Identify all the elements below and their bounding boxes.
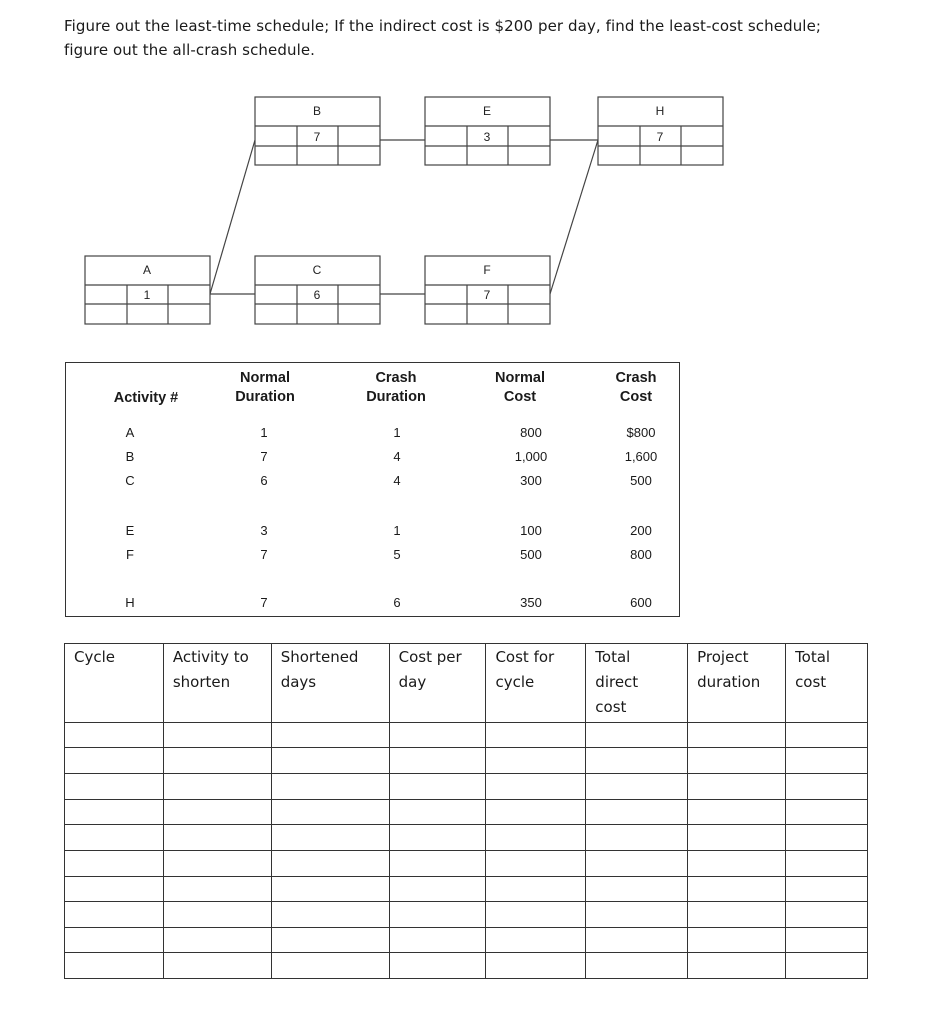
schedule-cell[interactable] bbox=[486, 799, 586, 825]
schedule-cell[interactable] bbox=[688, 774, 786, 800]
row-b-normal-cost: 1,000 bbox=[514, 449, 548, 464]
row-c-crash-cost: 500 bbox=[630, 473, 652, 488]
header-normal-cost: Normal Cost bbox=[495, 370, 545, 405]
schedule-cell[interactable] bbox=[786, 927, 868, 953]
row-h-normal-duration: 7 bbox=[260, 595, 268, 610]
schedule-cell[interactable] bbox=[271, 927, 389, 953]
header-cost-per-day: Cost per day bbox=[389, 644, 486, 723]
row-e-crash-cost: 200 bbox=[630, 523, 652, 538]
row-h-normal-cost: 350 bbox=[520, 595, 542, 610]
schedule-cell[interactable] bbox=[163, 722, 271, 748]
schedule-cell[interactable] bbox=[389, 850, 486, 876]
schedule-cell[interactable] bbox=[271, 953, 389, 979]
schedule-cell[interactable] bbox=[389, 902, 486, 928]
node-h-duration: 7 bbox=[656, 130, 664, 144]
schedule-row bbox=[65, 825, 868, 851]
schedule-row bbox=[65, 876, 868, 902]
schedule-cell[interactable] bbox=[486, 953, 586, 979]
node-b-label: B bbox=[312, 104, 322, 118]
schedule-cell[interactable] bbox=[786, 953, 868, 979]
schedule-cell[interactable] bbox=[786, 850, 868, 876]
node-f-duration: 7 bbox=[483, 288, 491, 302]
schedule-cell[interactable] bbox=[786, 876, 868, 902]
schedule-cell[interactable] bbox=[65, 876, 164, 902]
schedule-cell[interactable] bbox=[163, 876, 271, 902]
problem-line-2: figure out the all-crash schedule. bbox=[64, 41, 316, 59]
header-activity: Activity # bbox=[113, 390, 179, 406]
schedule-cell[interactable] bbox=[65, 799, 164, 825]
row-e-activity: E bbox=[125, 523, 135, 538]
schedule-cell[interactable] bbox=[389, 799, 486, 825]
header-crash-duration: Crash Duration bbox=[366, 370, 426, 405]
schedule-cell[interactable] bbox=[688, 825, 786, 851]
node-c-label: C bbox=[312, 263, 322, 277]
schedule-cell[interactable] bbox=[486, 722, 586, 748]
row-h-crash-duration: 6 bbox=[393, 595, 401, 610]
schedule-cell[interactable] bbox=[163, 927, 271, 953]
row-b-normal-duration: 7 bbox=[260, 449, 268, 464]
schedule-cell[interactable] bbox=[389, 722, 486, 748]
schedule-cell[interactable] bbox=[586, 748, 688, 774]
schedule-cell[interactable] bbox=[486, 825, 586, 851]
schedule-cell[interactable] bbox=[271, 774, 389, 800]
schedule-cell[interactable] bbox=[786, 902, 868, 928]
node-e-label: E bbox=[482, 104, 492, 118]
schedule-cell[interactable] bbox=[586, 774, 688, 800]
schedule-cell[interactable] bbox=[163, 850, 271, 876]
schedule-cell[interactable] bbox=[65, 825, 164, 851]
schedule-cell[interactable] bbox=[688, 799, 786, 825]
schedule-cell[interactable] bbox=[389, 825, 486, 851]
header-total-cost: Total cost bbox=[786, 644, 868, 723]
header-activity-to-shorten: Activity to shorten bbox=[163, 644, 271, 723]
schedule-cell[interactable] bbox=[688, 722, 786, 748]
schedule-cell[interactable] bbox=[65, 722, 164, 748]
schedule-cell[interactable] bbox=[786, 825, 868, 851]
row-f-activity: F bbox=[126, 547, 134, 562]
schedule-cell[interactable] bbox=[486, 927, 586, 953]
row-c-crash-duration: 4 bbox=[393, 473, 401, 488]
row-c-normal-cost: 300 bbox=[520, 473, 542, 488]
schedule-cell[interactable] bbox=[271, 748, 389, 774]
schedule-cell[interactable] bbox=[163, 902, 271, 928]
schedule-cell[interactable] bbox=[163, 748, 271, 774]
schedule-cell[interactable] bbox=[586, 902, 688, 928]
header-cost-for-cycle: Cost for cycle bbox=[486, 644, 586, 723]
schedule-cell[interactable] bbox=[271, 825, 389, 851]
activity-data-table bbox=[65, 362, 680, 617]
schedule-cell[interactable] bbox=[163, 825, 271, 851]
schedule-cell[interactable] bbox=[688, 850, 786, 876]
row-e-crash-duration: 1 bbox=[393, 523, 401, 538]
row-c-activity: C bbox=[125, 473, 135, 488]
schedule-cell[interactable] bbox=[688, 927, 786, 953]
node-c-duration: 6 bbox=[313, 288, 321, 302]
schedule-cell[interactable] bbox=[271, 722, 389, 748]
row-a-crash-duration: 1 bbox=[393, 425, 401, 440]
schedule-cell[interactable] bbox=[271, 799, 389, 825]
schedule-cell[interactable] bbox=[586, 876, 688, 902]
row-a-normal-duration: 1 bbox=[260, 425, 268, 440]
schedule-cell[interactable] bbox=[786, 722, 868, 748]
row-e-normal-cost: 100 bbox=[520, 523, 542, 538]
schedule-cell[interactable] bbox=[486, 850, 586, 876]
schedule-row bbox=[65, 774, 868, 800]
schedule-cell[interactable] bbox=[688, 902, 786, 928]
schedule-cell[interactable] bbox=[586, 927, 688, 953]
schedule-cell[interactable] bbox=[688, 953, 786, 979]
row-b-crash-duration: 4 bbox=[393, 449, 401, 464]
node-e-duration: 3 bbox=[483, 130, 491, 144]
schedule-cell[interactable] bbox=[65, 748, 164, 774]
problem-line-1: Figure out the least-time schedule; If the indirect cost is $200 per day, find the least-cost schedule; bbox=[64, 17, 822, 35]
schedule-cell[interactable] bbox=[586, 825, 688, 851]
schedule-cell[interactable] bbox=[586, 799, 688, 825]
schedule-cell[interactable] bbox=[65, 902, 164, 928]
schedule-cell[interactable] bbox=[389, 927, 486, 953]
row-a-activity: A bbox=[125, 425, 135, 440]
row-f-crash-duration: 5 bbox=[393, 547, 401, 562]
schedule-cell[interactable] bbox=[65, 927, 164, 953]
row-a-crash-cost: $800 bbox=[626, 425, 656, 440]
row-b-activity: B bbox=[125, 449, 135, 464]
schedule-cell[interactable] bbox=[389, 953, 486, 979]
schedule-cell[interactable] bbox=[586, 850, 688, 876]
node-f-label: F bbox=[483, 263, 491, 277]
schedule-cell[interactable] bbox=[688, 876, 786, 902]
schedule-cell[interactable] bbox=[389, 876, 486, 902]
network-connectors bbox=[210, 140, 598, 294]
schedule-row bbox=[65, 748, 868, 774]
schedule-cell[interactable] bbox=[163, 953, 271, 979]
schedule-cell[interactable] bbox=[271, 876, 389, 902]
schedule-cell[interactable] bbox=[389, 748, 486, 774]
schedule-row bbox=[65, 850, 868, 876]
schedule-row bbox=[65, 902, 868, 928]
schedule-cell[interactable] bbox=[163, 774, 271, 800]
schedule-cell[interactable] bbox=[486, 876, 586, 902]
header-project-duration: Project duration bbox=[688, 644, 786, 723]
row-h-crash-cost: 600 bbox=[630, 595, 652, 610]
schedule-cell[interactable] bbox=[65, 850, 164, 876]
header-cycle: Cycle bbox=[65, 644, 164, 723]
header-crash-cost: Crash Cost bbox=[615, 370, 657, 405]
schedule-cell[interactable] bbox=[786, 748, 868, 774]
node-b-duration: 7 bbox=[313, 130, 321, 144]
header-total-direct-cost: Total direct cost bbox=[586, 644, 688, 723]
schedule-cell[interactable] bbox=[786, 799, 868, 825]
schedule-cell[interactable] bbox=[486, 774, 586, 800]
schedule-body bbox=[65, 722, 868, 978]
row-f-crash-cost: 800 bbox=[630, 547, 652, 562]
schedule-row bbox=[65, 953, 868, 979]
row-e-normal-duration: 3 bbox=[260, 523, 268, 538]
node-a-label: A bbox=[142, 263, 152, 277]
row-h-activity: H bbox=[125, 595, 135, 610]
schedule-cell[interactable] bbox=[786, 774, 868, 800]
schedule-cell[interactable] bbox=[586, 953, 688, 979]
row-a-normal-cost: 800 bbox=[520, 425, 542, 440]
node-h-label: H bbox=[655, 104, 665, 118]
schedule-cell[interactable] bbox=[65, 953, 164, 979]
row-b-crash-cost: 1,600 bbox=[624, 449, 658, 464]
schedule-cell[interactable] bbox=[271, 850, 389, 876]
row-f-normal-cost: 500 bbox=[520, 547, 542, 562]
node-a-duration: 1 bbox=[143, 288, 151, 302]
schedule-cell[interactable] bbox=[271, 902, 389, 928]
header-normal-duration: Normal Duration bbox=[235, 370, 295, 405]
schedule-row bbox=[65, 927, 868, 953]
schedule-cell[interactable] bbox=[486, 748, 586, 774]
schedule-cell[interactable] bbox=[486, 902, 586, 928]
schedule-header-row bbox=[65, 644, 868, 723]
schedule-cell[interactable] bbox=[389, 774, 486, 800]
schedule-cell[interactable] bbox=[586, 722, 688, 748]
schedule-cell[interactable] bbox=[65, 774, 164, 800]
row-c-normal-duration: 6 bbox=[260, 473, 268, 488]
schedule-row bbox=[65, 722, 868, 748]
schedule-row bbox=[65, 799, 868, 825]
row-f-normal-duration: 7 bbox=[260, 547, 268, 562]
network-diagram bbox=[0, 0, 950, 340]
header-shortened-days: Shortened days bbox=[271, 644, 389, 723]
schedule-cell[interactable] bbox=[163, 799, 271, 825]
schedule-cell[interactable] bbox=[688, 748, 786, 774]
crash-schedule-table bbox=[64, 643, 868, 979]
